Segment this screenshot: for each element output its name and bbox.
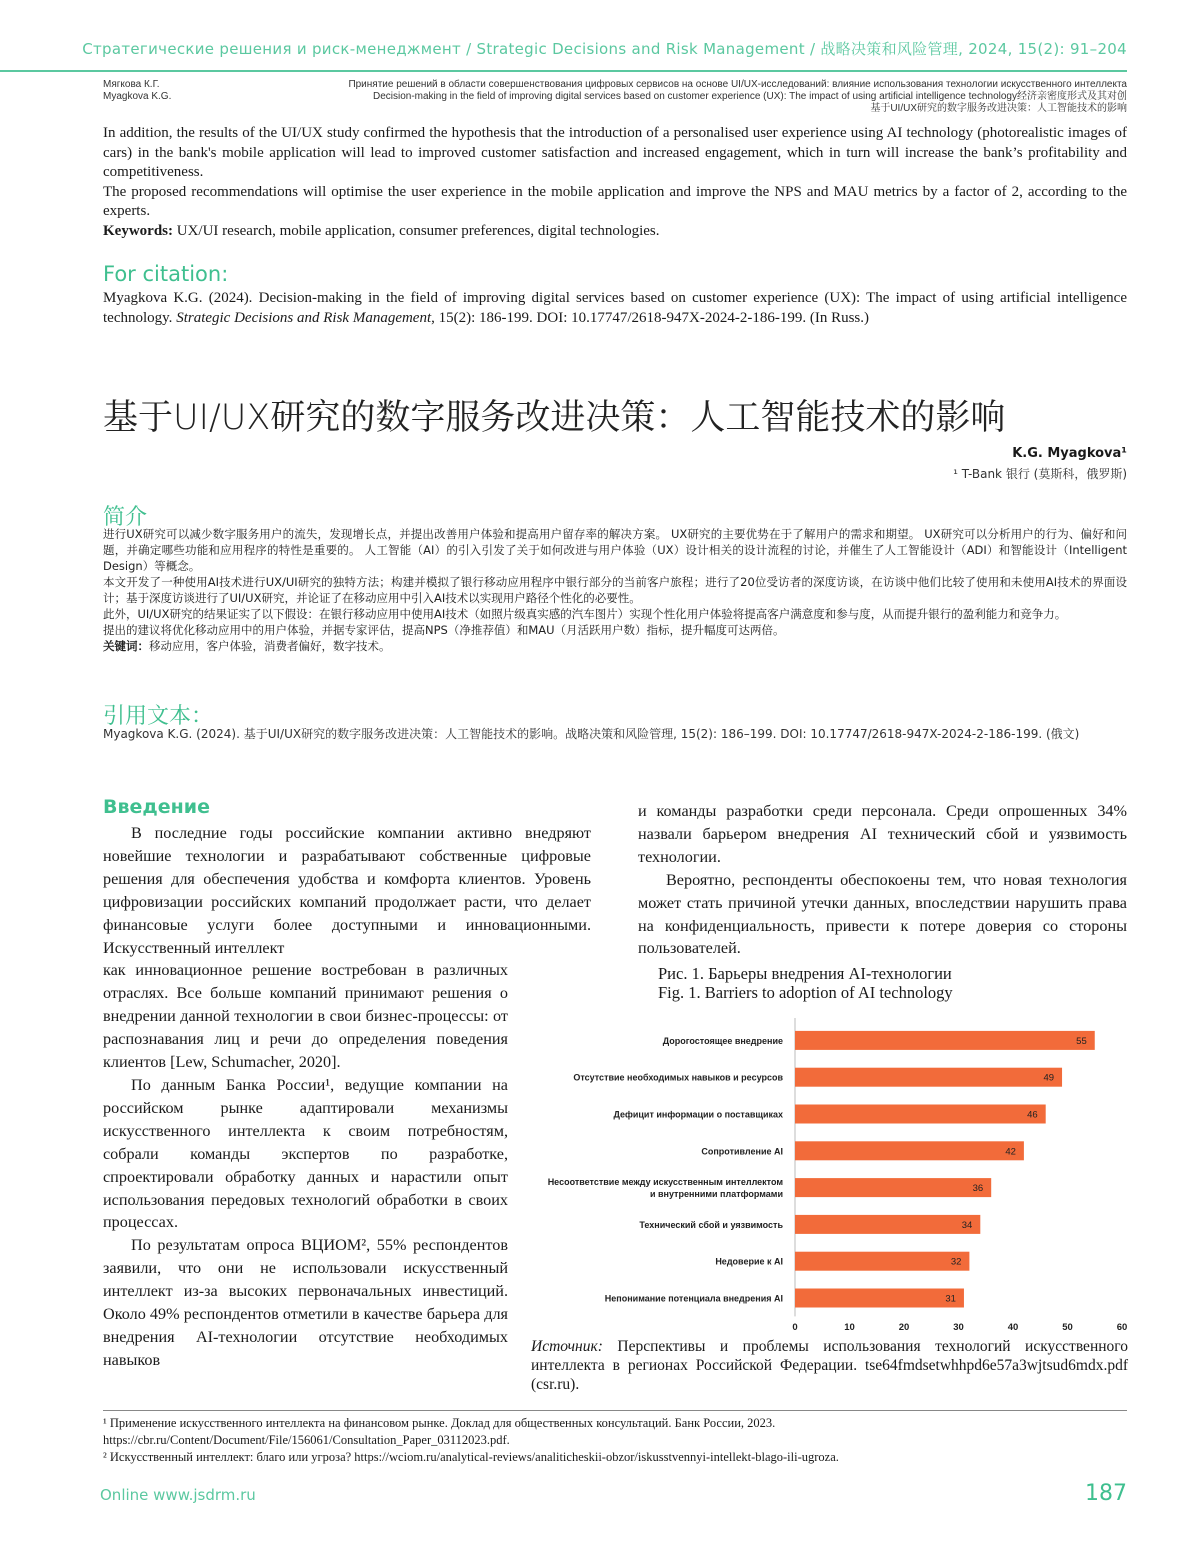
category-label: Сопротивление AI: [701, 1146, 783, 1157]
body-paragraph: и команды разработки среди персонала. Среди опрошенных 34% назвали барьером внедрения AI технический сбой и уязвимость технологии.: [638, 802, 1127, 866]
author-en: Myagkova K.G.: [103, 91, 172, 102]
data-label: 31: [945, 1293, 956, 1305]
abstract-paragraph: The proposed recommendations will optimise the user experience in the mobile application and improve the NPS and MAU metrics by a factor of 2, according to the experts.: [103, 183, 1127, 219]
body-paragraph: По данным Банка России¹, ведущие компании на российском рынке адаптировали механизмы искусственного интеллекта к своим потребностям, собрали команды экспертов по разработке, спроектировали обработку данных и нарастили опыт использования передовых технологий обработки в своих процессах.: [103, 1075, 508, 1232]
running-title-en: Decision-making in the field of improving digital services based on customer experience (UX): The impact of using artificial intelligence technology经济亲密度形式及其对创: [372, 91, 1127, 102]
body-left-column: [103, 822, 591, 1372]
section-heading-introduction: Введение: [103, 796, 210, 818]
x-tick-label: 20: [898, 1322, 910, 1333]
zh-keywords-line: [103, 638, 1127, 654]
x-tick-label: 60: [1116, 1322, 1128, 1333]
bar: [795, 1215, 980, 1234]
bar: [795, 1068, 1062, 1087]
zh-paragraph: 提出的建议将优化移动应用中的用户体验，并据专家评估，提高NPS（净推荐值）和MAU（月活跃用户数）指标，提升幅度可达两倍。: [103, 623, 785, 637]
x-tick-label: 40: [1007, 1322, 1019, 1333]
footnote-rule: [103, 1410, 1127, 1411]
zh-cite-text: Myagkova K.G. (2024). 基于UI/UX研究的数字服务改进决策：人工智能技术的影响。战略决策和风险管理, 15(2): 186–199. DOI: 10.17747/2618-947X-2024-2-186-199. (俄文): [103, 727, 1080, 741]
x-tick-label: 0: [792, 1322, 798, 1333]
figure-source: [531, 1337, 1128, 1394]
zh-keywords-text: 移动应用，客户体验，消费者偏好，数字技术。: [149, 639, 391, 653]
zh-paragraph: 此外，UI/UX研究的结果证实了以下假设：在银行移动应用中使用AI技术（如照片级真实感的汽车图片）实现个性化用户体验将提高客户满意度和参与度，从而提升银行的盈利能力和竞争力。: [103, 607, 1067, 621]
zh-title: 基于UI/UX研究的数字服务改进决策：人工智能技术的影响: [103, 398, 1006, 438]
footnote-2: ² Искусственный интеллект: благо или угроза? https://wciom.ru/analytical-reviews/analiticheskii-obzor/iskusstvennyi-intellekt-blago-ili-ugroza.: [103, 1450, 839, 1464]
zh-intro-heading: 简介: [103, 505, 148, 530]
footnotes: [103, 1415, 1127, 1466]
x-tick-label: 30: [953, 1322, 964, 1333]
keywords-text: UX/UI research, mobile application, consumer preferences, digital technologies.: [173, 222, 660, 239]
category-label: Дефицит информации о поставщиках: [613, 1109, 783, 1120]
zh-abstract: [103, 526, 1127, 654]
figure-caption: [658, 964, 953, 1002]
citation-journal: Strategic Decisions and Risk Management: [176, 310, 432, 326]
zh-paragraph: 进行UX研究可以减少数字服务用户的流失，发现增长点，并提出改善用户体验和提高用户留存率的解决方案。 UX研究的主要优势在于了解用户的需求和期望。 UX研究可以分析用户的行为、偏好和问题，并确定哪些功能和应用程序的特性是重要的。 人工智能（AI）的引入引发了关于如何改进与用户体验（UX）设计相关的设计流程的讨论，并催生了人工智能设计（ADI）和智能设计（Intelligent Design）等概念。: [103, 527, 1127, 573]
barrier-bar-chart: [530, 1010, 1130, 1335]
running-title-zh: 基于UI/UX研究的数字服务改进决策：人工智能技术的影响: [870, 103, 1127, 114]
category-label: Непонимание потенциала внедрения AI: [604, 1293, 783, 1304]
citation-heading: For citation:: [103, 262, 229, 286]
running-title-ru: Принятие решений в области совершенствования цифровых сервисов на основе UI/UX-исследований: влияние использования технологии искусственного интеллекта: [348, 79, 1127, 90]
figure-title-ru: Рис. 1. Барьеры внедрения AI-технологии: [658, 964, 952, 983]
zh-paragraph: 本文开发了一种使用AI技术进行UX/UI研究的独特方法；构建并模拟了银行移动应用程序中银行部分的当前客户旅程；进行了20位受访者的深度访谈，在访谈中他们比较了使用和未使用AI技术的界面设计；基于深度访谈进行了UI/UX研究，并论证了在移动应用中引入AI技术以实现用户路径个性化的必要性。: [103, 575, 1127, 605]
page-number: 187: [1085, 1481, 1127, 1506]
data-label: 55: [1076, 1035, 1087, 1047]
source-label: Источник:: [531, 1338, 603, 1355]
bar: [795, 1252, 969, 1271]
data-label: 34: [961, 1219, 973, 1231]
data-label: 46: [1027, 1109, 1038, 1121]
keywords-label: Keywords:: [103, 222, 173, 239]
source-text: Перспективы и проблемы использования технологий искусственного интеллекта в регионах Российской Федерации. tse64fmdsetwhhpd6e57a3wjtsud6mdx.pdf (csr.ru).: [531, 1338, 1128, 1393]
running-head-authors: [103, 79, 171, 103]
bar: [795, 1178, 991, 1197]
data-label: 32: [950, 1256, 962, 1268]
bar: [795, 1105, 1046, 1124]
bar: [795, 1289, 964, 1308]
keywords-line: [103, 222, 1127, 242]
zh-affiliation: ¹ T-Bank 银行 (莫斯科，俄罗斯): [953, 467, 1127, 481]
bar: [795, 1031, 1095, 1050]
body-paragraph: По результатам опроса ВЦИОМ², 55% респондентов заявили, что они не использовали искусственный интеллект из-за высоких первоначальных инвестиций. Около 49% респондентов отметили в качестве барьера для внедрения AI-технологии отсутствие необходимых навыков: [103, 1236, 508, 1369]
body-paragraph: как инновационное решение востребован в различных отраслях. Все больше компаний принимают решения о внедрении данной технологии в свои бизнес-процессы: от распознавания лиц и речи до определения поведения клиентов [Lew, Schumacher, 2020].: [103, 961, 508, 1072]
citation-text: [103, 288, 1127, 328]
citation-part: Myagkova K.G. (2024). Decision-making in the field of improving digital services based on customer experience (UX): The impact of using artificial intelligence technology.: [103, 290, 1127, 326]
zh-author: K.G. Myagkova¹: [1012, 446, 1127, 461]
x-tick-label: 50: [1062, 1322, 1073, 1333]
data-label: 42: [1005, 1146, 1016, 1158]
category-label: Технический сбой и уязвимость: [639, 1219, 783, 1230]
abstract-paragraph: In addition, the results of the UI/UX study confirmed the hypothesis that the introduction of a personalised user experience using AI technology (photorealistic images of cars) in the bank's mobile application will lead to improved customer satisfaction and increased engagement, which in turn will increase the bank’s profitability and competitiveness.: [103, 125, 1127, 180]
data-label: 36: [972, 1183, 984, 1195]
journal-header: Стратегические решения и риск-менеджмент / Strategic Decisions and Risk Management / 战略决策和风险管理, 2024, 15(2): 91–204: [82, 40, 1127, 58]
footer-site-link[interactable]: Online www.jsdrm.ru: [100, 1486, 256, 1504]
zh-keywords-label: 关键词：: [103, 639, 149, 653]
footnote-1: ¹ Применение искусственного интеллекта на финансовом рынке. Доклад для общественных консультаций. Банк России, 2023. https://cbr.ru/Content/Document/File/156061/Consultation_Paper_03112023.pdf.: [103, 1416, 776, 1447]
category-label: Дорогостоящее внедрение: [662, 1035, 783, 1046]
running-head-titles: [300, 79, 1127, 115]
body-paragraph: Вероятно, респонденты обеспокоены тем, что новая технология может стать причиной утечки данных, впоследствии нарушить права на конфиденциальность, привести к потере доверия со стороны пользователей.: [638, 870, 1127, 958]
body-right-column: [638, 800, 1127, 960]
category-label: Недоверие к AI: [715, 1256, 783, 1267]
citation-part: , 15(2): 186-199. DOI: 10.17747/2618-947X-2024-2-186-199. (In Russ.): [431, 310, 870, 326]
data-label: 49: [1043, 1072, 1055, 1084]
author-ru: Мягкова К.Г.: [103, 79, 160, 90]
x-tick-label: 10: [844, 1322, 855, 1333]
category-label: Несоответствие между искусственным интеллектом: [547, 1177, 783, 1188]
bar: [795, 1141, 1024, 1160]
category-label: Отсутствие необходимых навыков и ресурсов: [573, 1072, 783, 1083]
body-paragraph: В последние годы российские компании активно внедряют новейшие технологии и разрабатывают собственные цифровые решения для обеспечения удобства и комфорта клиентов. Уровень цифровизации российских компаний продолжает расти, что делает финансовые услуги более доступными и инновационными. Искусственный интеллект: [103, 824, 591, 957]
figure-title-en: Fig. 1. Barriers to adoption of AI technology: [658, 983, 953, 1002]
header-rule: [0, 70, 1127, 72]
english-abstract-tail: [103, 124, 1127, 241]
category-label: и внутренними платформами: [649, 1189, 783, 1200]
zh-cite-heading: 引用文本：: [103, 704, 214, 729]
